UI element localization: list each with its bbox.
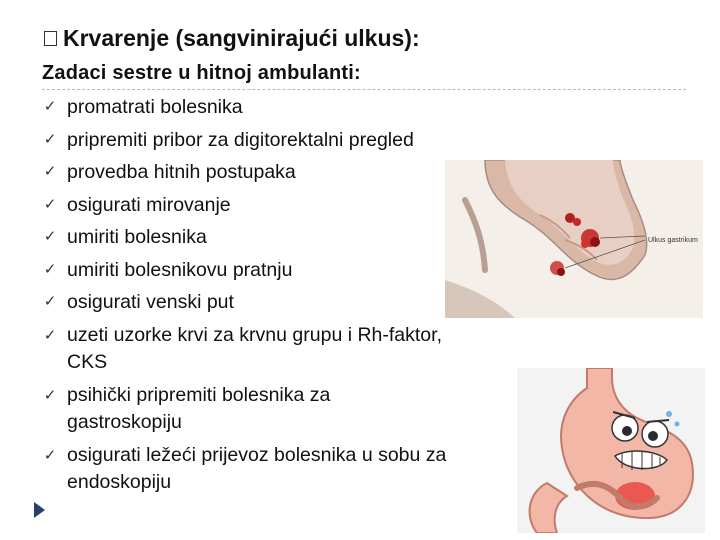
list-item-text: provedba hitnih postupaka <box>67 161 296 183</box>
checkmark-icon: ✓ <box>43 260 57 278</box>
square-bullet-icon <box>44 31 57 46</box>
image-label: Ulkus gastrikum <box>648 237 698 244</box>
checkmark-icon: ✓ <box>43 130 57 148</box>
checkmark-icon: ✓ <box>43 446 57 464</box>
checkmark-icon: ✓ <box>43 386 57 404</box>
triangle-arrow-icon[interactable] <box>34 502 45 518</box>
list-item-text: pripremiti pribor za digitorektalni pregled <box>67 128 414 151</box>
list-item-text: osigurati mirovanje <box>67 193 231 216</box>
list-item <box>38 319 472 379</box>
stomach-illustration-svg <box>445 160 703 318</box>
checkmark-icon: ✓ <box>43 98 57 115</box>
cartoon-stomach-image <box>517 368 705 533</box>
list-item <box>38 124 518 157</box>
checkmark-icon: ✓ <box>43 293 57 310</box>
checkmark-icon: ✓ <box>43 228 57 245</box>
list-item-text: uzeti uzorke krvi za krvnu grupu i Rh-faktor, CKS <box>67 323 442 373</box>
list-item-text: umiriti bolesnika <box>67 226 207 248</box>
section-subtitle: Zadaci sestre u hitnoj ambulanti: <box>42 62 361 84</box>
slide-title <box>44 20 420 56</box>
divider <box>42 89 686 90</box>
list-item <box>38 379 407 439</box>
cartoon-stomach-svg <box>517 368 705 533</box>
stomach-ulcer-illustration <box>445 160 703 318</box>
list-item-text: osigurati ležeći prijevoz bolesnika u sobu za endoskopiju <box>67 443 447 493</box>
list-item-text: promatrati bolesnika <box>67 96 243 118</box>
list-item-text: umiriti bolesnikovu pratnju <box>67 258 293 281</box>
checkmark-icon: ✓ <box>43 163 57 180</box>
checkmark-icon: ✓ <box>43 195 57 213</box>
checkmark-icon: ✓ <box>43 326 57 344</box>
list-item <box>38 439 512 499</box>
slide-title-text: Krvarenje (sangvinirajući ulkus): <box>63 24 420 51</box>
list-item-text: psihički pripremiti bolesnika za gastroskopiju <box>67 383 331 433</box>
list-item-text: osigurati venski put <box>67 291 234 313</box>
list-item <box>38 91 518 124</box>
